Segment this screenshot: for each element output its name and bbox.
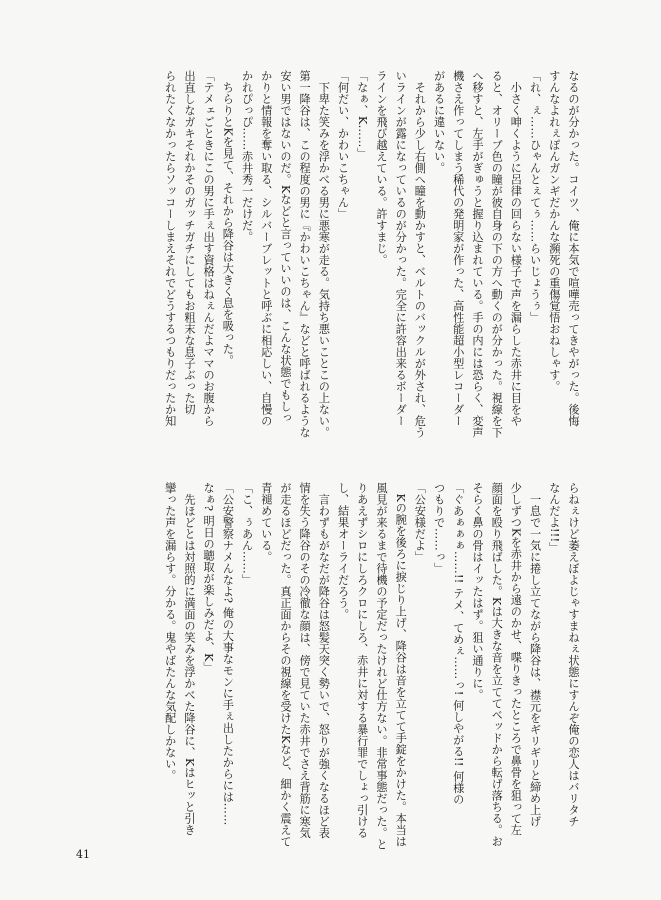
- text-column: いラインが露になっているのが分かった。完全に許容出来るボーダー: [394, 70, 408, 427]
- text-column: 第一降谷は、この程度の男に『かわいこちゃん』などと呼ばれるような: [298, 70, 312, 438]
- text-column: 「公安警察ナメんなよ? 俺の大事なモンに手ぇ出したからには……: [221, 482, 235, 826]
- text-column: 小さく呻くように呂律の回らない様子で声を漏らした赤井に目をや: [509, 70, 523, 427]
- page-number: 41: [76, 848, 90, 861]
- text-column: 少しずつKを赤井から遠のかせ、喋りきったところで鼻骨を狙って左: [509, 482, 523, 836]
- text-column: 情を失う降谷のその冷徹な顔は、傍で見ていた赤井でさえ背筋に寒気: [298, 482, 312, 839]
- text-column: なるのが分かった。コイツ、俺に本気で喧嘩売ってきやがった。後悔: [567, 70, 580, 427]
- text-block-bottom: [163, 482, 583, 850]
- text-column: へ移すと、左手がぎゅうと握り込まれている。手の内には恐らく、変声: [470, 70, 484, 438]
- text-block-top: [163, 70, 583, 460]
- text-column: 機さえ作ってしまう稀代の発明家が作った、高性能超小型レコーダー: [451, 70, 465, 427]
- text-column: かれぴっぴ……赤井秀一だけだ。: [240, 70, 254, 243]
- text-column: ちらりとKを見て、それから降谷は大きく息を吸った。: [221, 70, 235, 367]
- text-column: 「こ、ぅあん……」: [240, 482, 254, 586]
- text-column: そらく鼻の骨はイッたはず。狙い通りに。: [470, 482, 484, 701]
- text-column: 青褪めている。: [259, 482, 273, 563]
- text-column: 一息で一気に捲し立てながら降谷は、襟元をギリギリと締め上げ: [528, 482, 542, 827]
- text-column: らねぇけど萎えぼよじゃすまねぇ状態にすんぞ俺の恋人はバリタチ: [567, 482, 580, 827]
- text-column: つもりで……っ」: [432, 482, 446, 574]
- text-column: 「なぁ、K……」: [355, 70, 369, 160]
- text-column: が走るほどだった。真正面からその視線を受けたKなど、細かく震えて: [278, 482, 292, 848]
- text-column: 出直しなガキそれかそのガッチガチにしてもお粗末な息子ぶった切: [182, 70, 196, 415]
- text-column: なぁ? 明日の聴取が楽しみだよ、K」: [202, 482, 216, 674]
- text-column: Kの腕を後ろに捩じり上げ、降谷は音を立てて手錠をかけた。本当は: [394, 482, 408, 848]
- text-column: りあえずシロにしろクロにしろ、赤井に対する暴行罪でしょっ引ける: [355, 482, 369, 839]
- text-column: 顔面を殴り飛ばした。Kは大きな音を立ててベッドから転げ落ちる。お: [490, 482, 504, 848]
- text-column: 安い男ではないのだ。Kなどと言っていいのは、こんな状態でもしっ: [278, 70, 292, 424]
- text-column: 攣った声を漏らす。分かる。鬼やばたんな気配しかない。: [163, 482, 177, 781]
- text-column: 「公安様だよ」: [413, 482, 427, 563]
- text-column: 「れ、ぇ……ひゃんとぇてぅ……らいじょうぅ」: [528, 70, 542, 323]
- text-column: 先ほどとは対照的に満面の笑みを浮かべた降谷に、Kはヒッと引き: [182, 482, 196, 836]
- text-column: 「何だい、かわいこちゃん」: [336, 70, 350, 220]
- text-column: 風見が来るまで待機の予定だったけれど仕方ない。非常事態だった。と: [374, 482, 388, 850]
- text-column: られたくなかったらソッコーしまえそれでどうするつもりだったか知: [163, 70, 177, 427]
- text-column: 「テメェごときにこの男に手ぇ出す資格はねぇんだよママのお腹から: [202, 70, 216, 427]
- text-column: があるに違いない。: [432, 70, 446, 174]
- text-column: 「ぐあぁぁぁ……!! テメ、てめぇ……っ! 何しやがる!! 何様の: [451, 482, 465, 805]
- text-column: 下卑た笑みを浮かべる男に悪寒が走る。気持ち悪いことこの上ない。: [317, 70, 331, 438]
- text-column: それから少し右側へ瞳を動かすと、ベルトのバックルが外され、危う: [413, 70, 427, 438]
- text-column: ると、オリーブ色の瞳が彼自身の下の方へ動くのが分かった。視線を下: [490, 70, 504, 438]
- text-column: すんなよれぇぽんガンギだかんな瀕死の重傷覚悟おねしゃす。: [547, 70, 561, 392]
- text-column: し、結果オーライだろう。: [336, 482, 350, 620]
- text-column: かりと情報を奪い取る、シルバーブレットと呼ぶに相応しい、自慢の: [259, 70, 273, 427]
- text-column: 言わずもがなだが降谷は怒髪天突く勢いで、怒りが強くなるほど表: [317, 482, 331, 839]
- text-column: なんだよ!!!」: [547, 482, 561, 554]
- text-column: ラインを飛び越えている。許すまじ。: [374, 70, 388, 266]
